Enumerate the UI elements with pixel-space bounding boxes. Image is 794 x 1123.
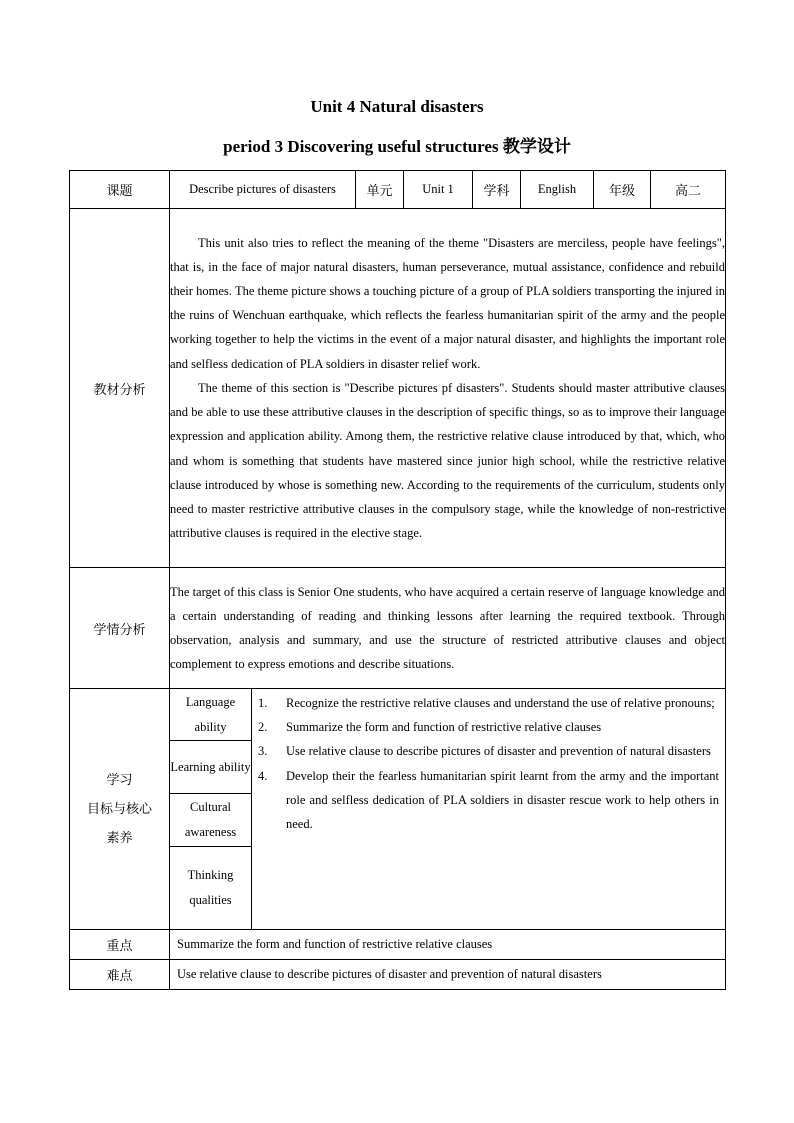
student-analysis-content [170, 568, 726, 689]
key-point-label: 重点 [70, 930, 170, 960]
goal-text: Develop their the fearless humanitarian spirit learnt from the army and the important role and selfless dedication of PLA soldiers in disaster rescue work to help others in need. [286, 768, 719, 832]
goals-label [70, 689, 170, 930]
goal-text: Summarize the form and function of restrictive relative clauses [286, 720, 602, 735]
key-point-row [70, 930, 726, 960]
unit-value: Unit 1 [404, 171, 473, 209]
goal-category: Language ability [170, 689, 251, 741]
subtitle-chinese: 教学设计 [502, 137, 571, 157]
goal-text: Use relative clause to describe pictures of disaster and prevention of natural disasters [286, 744, 711, 759]
textbook-analysis-paragraph-1: This unit also tries to reflect the meaning of the theme "Disasters are merciless, people have feelings", that is, in the face of major natural disasters, human perseverance, mutual assistance, confidence and rebuild their homes. The theme picture shows a touching picture of a group of PLA soldiers transporting the injured in the ruins of Wenchuan earthquake, which reflects the fearless humanitarian spirit of the army and the people working together to help the victims in the event of a major natural disaster, and highlights the important role and selfless dedication of PLA soldiers in disaster relief work. [170, 235, 725, 371]
textbook-analysis-row [70, 209, 726, 568]
grade-value: 高二 [651, 171, 726, 209]
goals-label-line-2: 目标与核心 [86, 801, 152, 817]
student-analysis-row [70, 568, 726, 689]
lesson-plan-table [69, 170, 726, 990]
goals-label-line-3: 素养 [106, 830, 133, 846]
goal-list [252, 689, 725, 929]
goal-number: 4. [258, 768, 268, 783]
student-analysis-paragraph: The target of this class is Senior One students, who have acquired a certain reserve of language knowledge and a certain understanding of reading and thinking lessons after learning the required textbook. Through observation, analysis and summary, and use the structure of restricted attributive clauses and object complement to express emotions and describe situations. [170, 584, 725, 672]
goal-item [258, 739, 719, 763]
goals-content [170, 689, 726, 930]
goals-label-line-1: 学习 [106, 772, 133, 788]
textbook-analysis-label: 教材分析 [70, 209, 170, 568]
goal-item [258, 764, 719, 837]
document-subtitle [0, 132, 794, 157]
difficult-point-label: 难点 [70, 960, 170, 990]
header-row [70, 171, 726, 209]
topic-label: 课题 [70, 171, 170, 209]
goal-item [258, 715, 719, 739]
document-title: Unit 4 Natural disasters [310, 97, 484, 116]
goals-layout [170, 689, 725, 929]
goals-row [70, 689, 726, 930]
subtitle-english: period 3 Discovering useful structures [223, 137, 499, 156]
goal-category: Thinking qualities [187, 868, 234, 907]
goal-category: Learning ability [170, 741, 251, 794]
difficult-point-content: Use relative clause to describe pictures of disaster and prevention of natural disasters [170, 960, 726, 990]
textbook-analysis-paragraph-2: The theme of this section is "Describe pictures pf disasters". Students should master attributive clauses and be able to use these attributive clauses in the description of specific things, so as to improve their language expression and application ability. Among them, the restrictive relative clause introduced by that, which, who and whom is something that students have mastered since junior high school, while the restrictive relative clause introduced by whose is something new. According to the requirements of the curriculum, students only need to master restrictive attributive clauses in the compulsory stage, while the knowledge of non-restrictive attributive clauses is required in the elective stage. [170, 380, 725, 541]
goal-number: 1. [258, 696, 268, 710]
goal-item [258, 691, 719, 715]
subject-value: English [521, 171, 594, 209]
goal-number: 2. [258, 720, 268, 735]
textbook-analysis-content [170, 209, 726, 568]
topic-value: Describe pictures of disasters [170, 171, 356, 209]
goal-category: Cultural awareness [170, 794, 251, 847]
student-analysis-label: 学情分析 [70, 568, 170, 689]
subject-label: 学科 [473, 171, 521, 209]
goal-categories [170, 689, 252, 929]
goal-text: Recognize the restrictive relative clauses and understand the use of relative pronouns; [286, 696, 715, 710]
grade-label: 年级 [594, 171, 651, 209]
goal-number: 3. [258, 744, 268, 759]
difficult-point-row [70, 960, 726, 990]
key-point-content: Summarize the form and function of restrictive relative clauses [170, 930, 726, 960]
unit-label: 单元 [356, 171, 404, 209]
